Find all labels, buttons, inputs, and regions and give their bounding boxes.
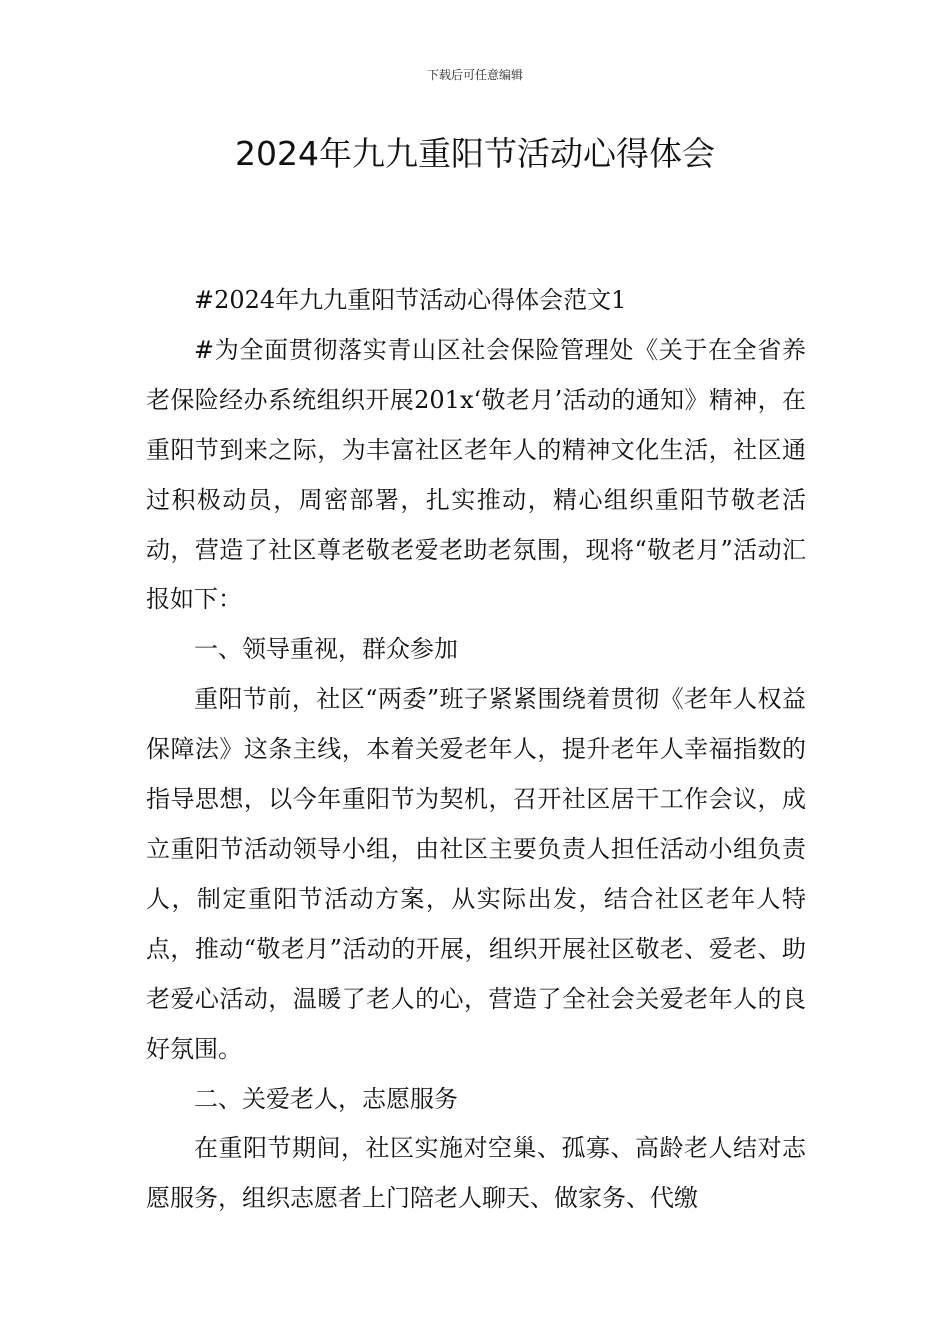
document-body xyxy=(146,276,806,1224)
section-heading-1: 一、领导重视，群众参加 xyxy=(194,635,458,664)
paragraph-section-2: 在重阳节期间，社区实施对空巢、孤寡、高龄老人结对志愿服务，组织志愿者上门陪老人聊天、做家务、代缴 xyxy=(146,1134,806,1213)
paragraph-section-1: 重阳节前，社区“两委”班子紧紧围绕着贯彻《老年人权益保障法》这条主线，本着关爱老年人，提升老年人幸福指数的指导思想，以今年重阳节为契机，召开社区居干工作会议，成立重阳节活动领导小组，由社区主要负责人担任活动小组负责人，制定重阳节活动方案，从实际出发，结合社区老年人特点，推动“敬老月”活动的开展，组织开展社区敬老、爱老、助老爱心活动，温暖了老人的心，营造了全社会关爱老年人的良好氛围。 xyxy=(146,685,806,1063)
section-heading-2: 二、关爱老人，志愿服务 xyxy=(194,1084,458,1113)
header-note: 下载后可任意编辑 xyxy=(426,68,523,82)
paragraph-intro: #为全面贯彻落实青山区社会保险管理处《关于在全省养老保险经办系统组织开展201x‘敬老月’活动的通知》精神，在重阳节到来之际，为丰富社区老年人的精神文化生活，社区通过积极动员，周密部署，扎实推动，精心组织重阳节敬老活动，营造了社区尊老敬老爱老助老氛围，现将“敬老月”活动汇报如下： xyxy=(146,335,806,614)
document-title: 2024年九九重阳节活动心得体会 xyxy=(235,134,715,173)
paragraph-subtitle: #2024年九九重阳节活动心得体会范文1 xyxy=(194,286,627,314)
